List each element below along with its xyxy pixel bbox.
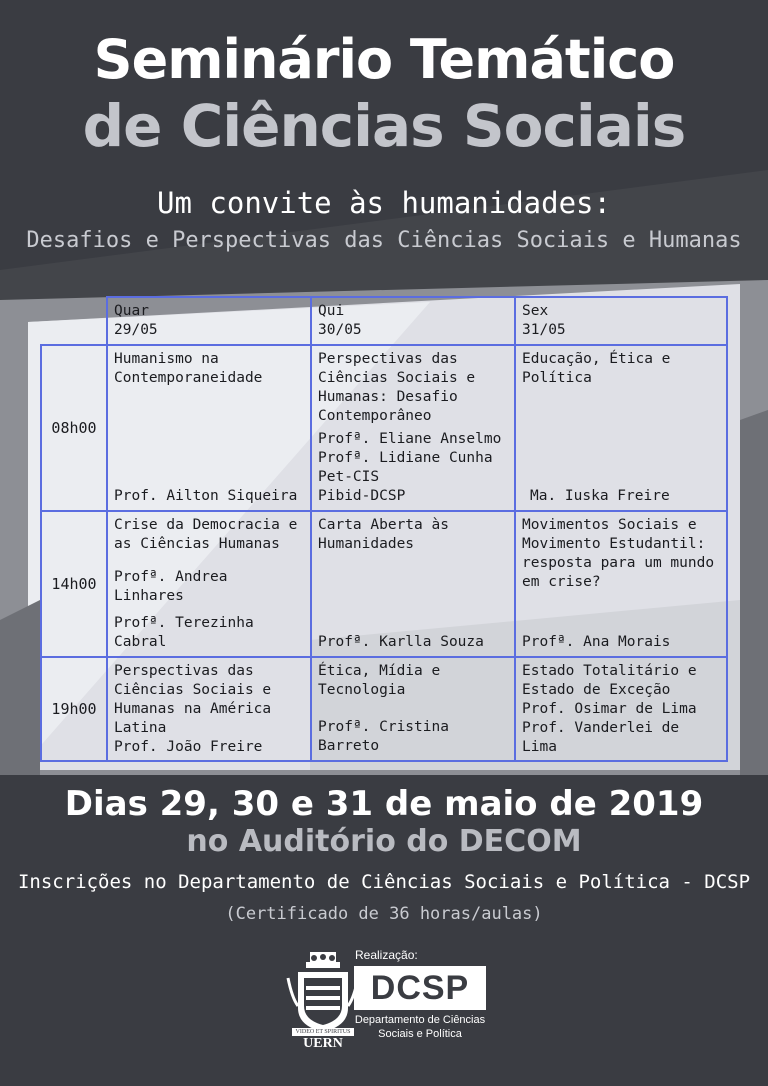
session-title: Humanismo na Contemporaneidade xyxy=(114,351,263,386)
speaker: Profª. Eliane Anselmo xyxy=(318,431,502,447)
session-title: Movimentos Sociais e Movimento Estudantil: resposta para um mundo em crise? xyxy=(522,517,715,590)
day-header-wed xyxy=(107,297,311,345)
speaker: Prof. Ailton Siqueira xyxy=(114,488,298,504)
day-date: 29/05 xyxy=(114,322,158,338)
session-cell xyxy=(107,345,311,511)
session-cell xyxy=(311,657,515,761)
session-cell xyxy=(515,345,727,511)
session-cell xyxy=(515,511,727,657)
day-header-thu xyxy=(311,297,515,345)
time-cell: 19h00 xyxy=(41,657,107,761)
schedule-header-row xyxy=(41,297,727,345)
session-title: Perspectivas das Ciências Sociais e Humanas na América Latina xyxy=(114,663,272,736)
speaker: Profª. Cristina Barreto xyxy=(318,719,449,754)
dcsp-logo-box xyxy=(354,966,486,1010)
speaker: Prof. Vanderlei de Lima xyxy=(522,720,680,755)
dcsp-name-line-1: Departamento de Ciências xyxy=(354,1014,486,1026)
session-cell xyxy=(311,345,515,511)
session-cell xyxy=(107,511,311,657)
session-cell xyxy=(311,511,515,657)
realizacao-label: Realização: xyxy=(355,948,418,962)
registration-info: Inscrições no Departamento de Ciências Sociais e Política - DCSP xyxy=(17,871,751,893)
session-title: Carta Aberta às Humanidades xyxy=(318,517,449,552)
subtitle-line-2: Desafios e Perspectivas das Ciências Sociais e Humanas xyxy=(26,228,742,253)
speaker: Profª. Ana Morais xyxy=(522,634,671,650)
title-line-1: Seminário Temático xyxy=(93,28,675,91)
speaker: Pibid-DCSP xyxy=(318,488,406,504)
speaker: Pet-CIS xyxy=(318,469,380,485)
certificate-info: (Certificado de 36 horas/aulas) xyxy=(225,904,543,924)
uern-label: UERN xyxy=(303,1036,343,1051)
speaker: Profª. Andrea Linhares xyxy=(114,569,228,604)
schedule-table xyxy=(40,296,728,762)
weekday: Sex xyxy=(522,303,549,319)
weekday: Quar xyxy=(114,303,149,319)
session-cell xyxy=(515,657,727,761)
session-title: Educação, Ética e Política xyxy=(522,351,671,386)
session-title: Ética, Mídia e Tecnologia xyxy=(318,663,441,698)
header-corner-cell xyxy=(41,297,107,345)
slot-row-1900 xyxy=(41,657,727,761)
event-dates: Dias 29, 30 e 31 de maio de 2019 xyxy=(64,784,704,824)
time-cell: 08h00 xyxy=(41,345,107,511)
speaker: Prof. Osimar de Lima xyxy=(522,701,697,717)
subtitle-line-1: Um convite às humanidades: xyxy=(157,186,611,220)
slot-row-1400 xyxy=(41,511,727,657)
speaker: Profª. Terezinha Cabral xyxy=(114,615,254,650)
dcsp-name-line-2: Sociais e Política xyxy=(378,1028,462,1040)
dcsp-acronym: DCSP xyxy=(370,968,470,1007)
speaker: Profª. Karlla Souza xyxy=(318,634,484,650)
weekday: Qui xyxy=(318,303,345,319)
event-place: no Auditório do DECOM xyxy=(186,824,582,859)
session-title: Crise da Democracia e as Ciências Humanas xyxy=(114,517,298,552)
slot-row-0800 xyxy=(41,345,727,511)
title-line-2: de Ciências Sociais xyxy=(82,92,686,160)
uern-motto: VIDEO ET SPIRITUS xyxy=(295,1029,351,1035)
day-date: 30/05 xyxy=(318,322,362,338)
day-date: 31/05 xyxy=(522,322,566,338)
session-title: Estado Totalitário e Estado de Exceção xyxy=(522,663,697,698)
day-header-fri xyxy=(515,297,727,345)
speaker: Profª. Lidiane Cunha xyxy=(318,450,493,466)
speaker: Ma. Iuska Freire xyxy=(530,488,670,504)
speaker: Prof. João Freire xyxy=(114,739,263,755)
session-cell xyxy=(107,657,311,761)
time-cell: 14h00 xyxy=(41,511,107,657)
session-title: Perspectivas das Ciências Sociais e Humanas: Desafio Contemporâneo xyxy=(318,351,476,424)
